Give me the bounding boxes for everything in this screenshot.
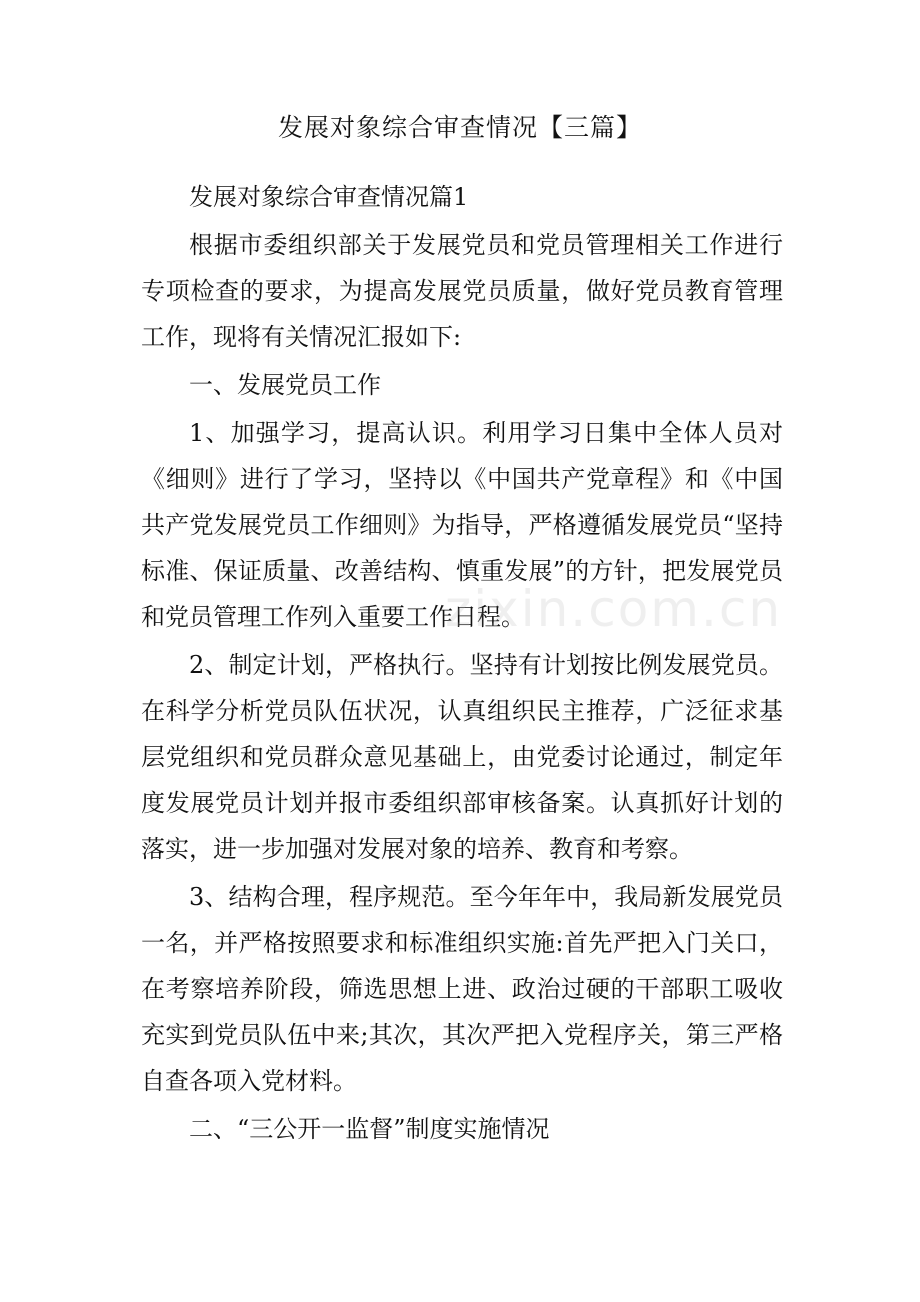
document-title: 发展对象综合审查情况【三篇】 xyxy=(277,113,642,142)
paragraph-item-3: 3、结构合理，程序规范。至今年年中，我局新发展党员一名，并严格按照要求和标准组织实施:首先严把入门关口，在考察培养阶段，筛选思想上进、政治过硬的干部职工吸收充实到党员队伍中来;其次，其次严把入党程序关，第三严格自查各项入党材料。 xyxy=(141,883,783,1095)
section-heading-part-1: 发展对象综合审查情况篇1 xyxy=(189,183,469,211)
watermark: zixin.com.cn xyxy=(445,580,783,638)
section-heading-two: 二、“三公开一监督”制度实施情况 xyxy=(189,1115,550,1143)
paragraph-item-1: 1、加强学习，提高认识。利用学习日集中全体人员对《细则》进行了学习，坚持以《中国共产党章程》和《中国共产党发展党员工作细则》为指导，严格遵循发展党员“坚持标准、保证质量、改善结构、慎重发展”的方针，把发展党员和党员管理工作列入重要工作日程。 xyxy=(141,419,783,631)
paragraph-item-2: 2、制定计划，严格执行。坚持有计划按比例发展党员。在科学分析党员队伍状况，认真组织民主推荐，广泛征求基层党组织和党员群众意见基础上，由党委讨论通过，制定年度发展党员计划并报市委组织部审核备案。认真抓好计划的落实，进一步加强对发展对象的培养、教育和考察。 xyxy=(141,651,783,863)
section-heading-one: 一、发展党员工作 xyxy=(189,371,381,399)
document-body xyxy=(141,174,783,1154)
intro-paragraph: 根据市委组织部关于发展党员和党员管理相关工作进行专项检查的要求，为提高发展党员质量，做好党员教育管理工作，现将有关情况汇报如下: xyxy=(141,231,783,351)
